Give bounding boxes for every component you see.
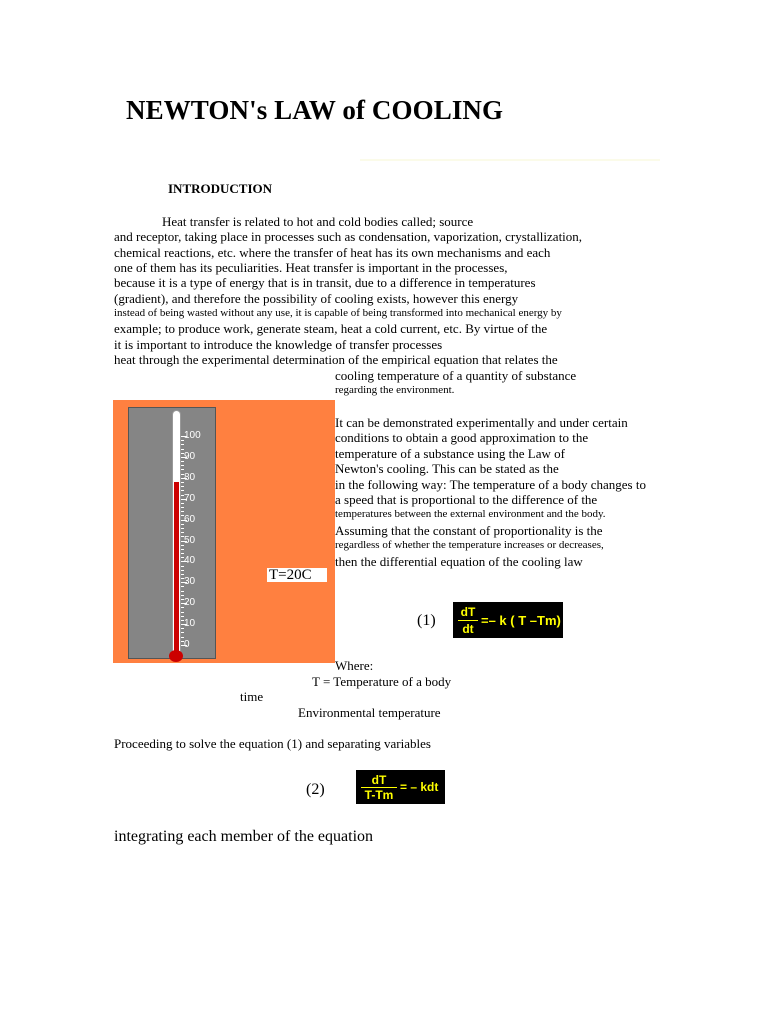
para2-line: It can be demonstrated experimentally and under certain [335, 415, 628, 430]
scale-label: 0 [184, 639, 190, 650]
scale-tick [181, 595, 184, 596]
para1-line: example; to produce work, generate steam, heat a cold current, etc. By virtue of the [114, 321, 548, 336]
equation-2-number: (2) [306, 781, 325, 798]
equation-1-denominator: dt [462, 622, 474, 636]
para2-line: temperature of a substance using the Law of [335, 446, 565, 461]
scale-tick [181, 511, 184, 512]
para2-line: then the differential equation of the cooling law [335, 554, 583, 569]
para1-line: cooling temperature of a quantity of substance [335, 368, 577, 383]
scale-tick [181, 637, 184, 638]
scale-label: 70 [184, 492, 196, 504]
scale-tick [181, 612, 184, 613]
where-line: Environmental temperature [298, 705, 441, 720]
scale-tick [181, 449, 184, 450]
scale-label: 60 [184, 513, 196, 525]
scale-tick [181, 532, 184, 533]
scale-label: 10 [184, 618, 196, 630]
scale-label: 40 [184, 555, 196, 567]
where-line: T = Temperature of a body [312, 674, 452, 689]
scale-tick [181, 549, 184, 550]
scale-label: 90 [184, 450, 196, 462]
scale-tick [181, 507, 184, 508]
para1-line: Heat transfer is related to hot and cold bodies called; source [162, 214, 474, 229]
scale-tick [181, 616, 184, 617]
para1-line: heat through the experimental determination of the empirical equation that relates the [114, 352, 558, 367]
equation-1-number: (1) [417, 612, 436, 629]
para1-line: because it is a type of energy that is in transit, due to a difference in temperatures [114, 275, 536, 290]
equation-1 [453, 602, 563, 638]
temperature-reading: T=20C [267, 568, 327, 582]
proceed-text: Proceeding to solve the equation (1) and separating variables [114, 736, 431, 751]
scale-tick [181, 490, 184, 491]
intro-heading: INTRODUCTION [168, 181, 273, 196]
para2-line: Newton's cooling. This can be stated as the [335, 461, 559, 476]
scale-label: 80 [184, 471, 196, 483]
integrating-text: integrating each member of the equation [114, 828, 374, 845]
para2-line: conditions to obtain a good approximation to the [335, 430, 589, 445]
equation-1-rhs: =– k ( T –Tm) [481, 613, 561, 628]
thermometer-bulb [169, 650, 183, 662]
para1-line: chemical reactions, etc. where the transfer of heat has its own mechanisms and each [114, 245, 551, 260]
scale-tick [181, 486, 184, 487]
para1-line: (gradient), and therefore the possibility of cooling exists, however this energy [114, 291, 519, 306]
scale-label: 50 [184, 534, 196, 546]
para1-line: one of them has its peculiarities. Heat transfer is important in the processes, [114, 260, 508, 275]
where-line: time [240, 689, 264, 704]
scale-tick [181, 528, 184, 529]
scale-tick [181, 574, 184, 575]
equation-2-rhs: = – kdt [400, 780, 439, 794]
para2-line: Assuming that the constant of proportionality is the [335, 523, 603, 538]
para2-line: in the following way: The temperature of a body changes to [335, 477, 646, 492]
page-title: NEWTON's LAW of COOLING [126, 95, 504, 125]
scale-tick [181, 553, 184, 554]
scale-tick [181, 570, 184, 571]
fraction-bar [458, 620, 478, 621]
para1-line: regarding the environment. [335, 384, 455, 396]
para1-line: instead of being wasted without any use, it is capable of being transformed into mechanical energy by [114, 307, 562, 319]
para2-line: a speed that is proportional to the difference of the [335, 492, 598, 507]
para2-line: regardless of whether the temperature increases or decreases, [335, 539, 604, 551]
equation-2 [356, 770, 445, 804]
para1-line: it is important to introduce the knowledge of transfer processes [114, 337, 443, 352]
scale-label: 30 [184, 576, 196, 588]
scale-label: 100 [184, 430, 201, 441]
equation-1-numerator: dT [460, 605, 476, 619]
divider [360, 159, 660, 161]
thermometer-mercury [174, 482, 179, 655]
where-label: Where: [335, 658, 374, 673]
equation-2-denominator: T-Tm [364, 788, 394, 802]
para1-line: and receptor, taking place in processes such as condensation, vaporization, crystallization, [114, 229, 583, 244]
para2-line: temperatures between the external environment and the body. [335, 508, 606, 520]
equation-2-numerator: dT [371, 773, 387, 787]
scale-tick [181, 465, 184, 466]
scale-label: 20 [184, 597, 196, 609]
scale-tick [181, 591, 184, 592]
scale-tick [181, 444, 184, 445]
scale-tick [181, 632, 184, 633]
scale-tick [181, 469, 184, 470]
